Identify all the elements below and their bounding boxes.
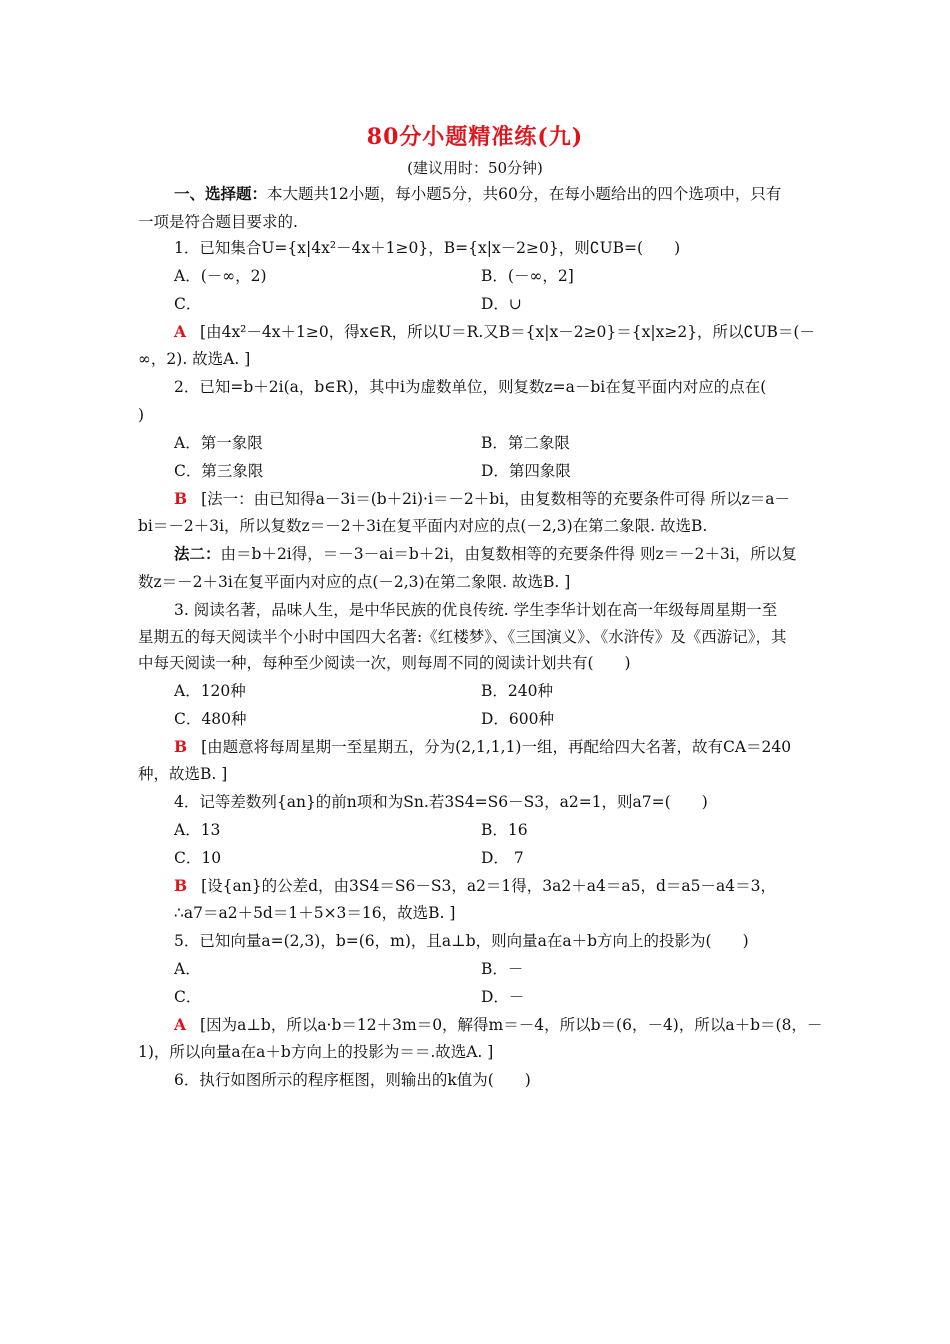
section-intro-line-2: 一项是符合题目要求的. — [138, 213, 298, 231]
question-1-option-d: D．∪ — [481, 295, 522, 313]
question-3-solution-text: [由题意将每周星期一至星期五，分为(2,1,1,1)一组，再配给四大名著，故有CA＝240 — [201, 738, 792, 756]
question-5-stem: 5．已知向量a=(2,3)，b=(6，m)，且a⊥b，则向量a在a＋b方向上的投影为( ) — [174, 932, 749, 950]
question-3-option-a: A．120种 — [174, 682, 246, 700]
question-5-solution-line-1 — [174, 1015, 823, 1035]
question-1-option-c: C． — [174, 295, 202, 313]
question-6-stem: 6．执行如图所示的程序框图，则输出的k值为( ) — [174, 1071, 531, 1089]
question-2-stem-line-1: 2．已知=b＋2i(a，b∈R)，其中i为虚数单位，则复数z=a－bi在复平面内对应的点在( — [174, 378, 767, 396]
question-2-method-2-label: 法二： — [174, 544, 221, 563]
question-2-answer: B — [174, 489, 188, 508]
question-1-solution-line-2: ∞，2). 故选A. ] — [138, 350, 251, 368]
question-3-answer: B — [174, 737, 188, 756]
section-intro-line-1 — [174, 184, 818, 204]
section-heading: 一、选择题： — [174, 184, 268, 203]
question-2-solution-text: [法一：由已知得a－3i＝(b＋2i)·i＝－2＋bi，由复数相等的充要条件可得 所以z＝a－ — [201, 490, 791, 508]
question-4-stem: 4．记等差数列{an}的前n项和为Sn.若3S4=S6－S3，a2=1，则a7=( ) — [174, 793, 708, 811]
question-2-solution-line-2: bi＝－2＋3i，所以复数z＝－2＋3i在复平面内对应的点(－2,3)在第二象限. 故选B. — [138, 517, 708, 535]
question-2-option-b: B．第二象限 — [481, 434, 570, 452]
question-1-answer: A — [174, 322, 187, 341]
question-1-option-b: B．(－∞，2] — [481, 267, 574, 285]
question-5-answer: A — [174, 1015, 187, 1034]
question-4-answer: B — [174, 876, 188, 895]
question-4-solution-line-2: ∴a7＝a2＋5d＝1＋5×3＝16，故选B. ] — [174, 904, 456, 922]
question-2-solution-line-3 — [174, 544, 818, 564]
time-suggestion: (建议用时：50分钟) — [407, 159, 543, 177]
question-1-option-a: A．(－∞，2) — [174, 267, 267, 285]
section-intro-text: 本大题共12小题，每小题5分，共60分，在每小题给出的四个选项中，只有 — [267, 185, 782, 203]
question-4-option-c: C．10 — [174, 849, 222, 867]
question-2-option-c: C．第三象限 — [174, 462, 264, 480]
question-5-option-d: D．－ — [481, 988, 525, 1006]
question-3-solution-line-1 — [174, 737, 818, 757]
question-1-solution-line-1 — [174, 322, 818, 342]
question-4-option-d: D． 7 — [481, 849, 524, 867]
question-2-option-a: A．第一象限 — [174, 434, 263, 452]
page-title: 80分小题精准练(九) — [366, 124, 584, 150]
question-4-solution-line-1 — [174, 876, 818, 896]
question-2-option-d: D．第四象限 — [481, 462, 571, 480]
question-1-solution-text: [由4x²－4x＋1≥0，得x∈R，所以U＝R.又B＝{x|x－2≥0}＝{x|x≥2}，所以∁UB＝(－ — [200, 323, 815, 341]
question-3-option-b: B．240种 — [481, 682, 553, 700]
question-4-option-b: B．16 — [481, 821, 528, 839]
question-3-stem-line-2: 星期五的每天阅读半个小时中国四大名著:《红楼梦》、《三国演义》、《水浒传》及《西游记》，其 — [138, 628, 787, 646]
question-2-solution-line-1 — [174, 489, 818, 509]
question-2-stem-line-2: ) — [138, 406, 145, 424]
question-2-solution-line-4: 数z＝－2＋3i在复平面内对应的点(－2,3)在第二象限. 故选B. ] — [138, 573, 571, 591]
question-3-option-c: C．480种 — [174, 710, 247, 728]
question-3-stem-line-1: 3. 阅读名著，品味人生，是中华民族的优良传统. 学生李华计划在高一年级每周星期一至 — [174, 601, 778, 619]
question-3-solution-line-2: 种，故选B. ] — [138, 765, 228, 783]
question-3-option-d: D．600种 — [481, 710, 555, 728]
question-5-option-c: C． — [174, 988, 202, 1006]
question-5-option-b: B．－ — [481, 960, 524, 978]
question-2-method-2-text: 由＝b＋2i得，＝－3－ai＝b＋2i，由复数相等的充要条件得 则z＝－2＋3i，所以复 — [220, 545, 797, 563]
question-1-stem: 1．已知集合U={x|4x²－4x＋1≥0}，B={x|x－2≥0}，则∁UB=( ) — [174, 239, 681, 257]
question-5-solution-text: [因为a⊥b，所以a·b＝12＋3m＝0，解得m＝－4，所以b＝(6，－4)，所以a＋b＝(8，－ — [200, 1016, 823, 1034]
question-3-stem-line-3: 中每天阅读一种，每种至少阅读一次，则每周不同的阅读计划共有( ) — [138, 654, 631, 672]
question-4-option-a: A．13 — [174, 821, 221, 839]
question-5-solution-line-2: 1)，所以向量a在a＋b方向上的投影为＝＝.故选A. ] — [138, 1043, 494, 1061]
question-4-solution-text: [设{an}的公差d，由3S4＝S6－S3，a2＝1得，3a2＋a4＝a5，d＝a5－a4＝3， — [201, 877, 776, 895]
question-5-option-a: A． — [174, 960, 201, 978]
